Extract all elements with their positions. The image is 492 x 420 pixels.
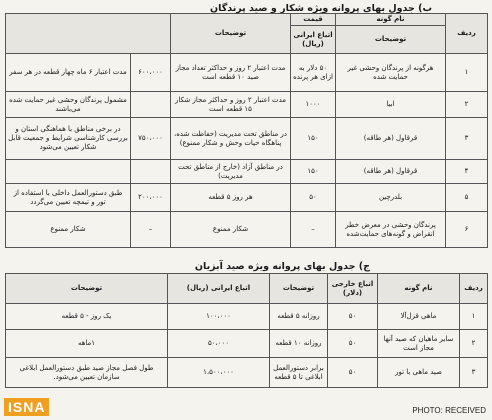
extra-note-cell: طبق دستورالعمل داخلی با استفاده از تور و تیمچه تعیین می‌گردد xyxy=(6,184,131,212)
foreign-cell: ۵۰ xyxy=(328,358,378,388)
notes-cell: مدت اعتبار ۲ روز و حداکثر تعداد مجاز صید ۱۰ قطعه است xyxy=(171,54,291,92)
extra-price-cell xyxy=(131,160,171,184)
extra-note-cell: شکار ممنوع xyxy=(6,212,131,248)
price-cell: ۱۵۰ xyxy=(291,160,336,184)
iranian-cell: ۱۰۰،۰۰۰ xyxy=(168,304,270,330)
species-cell: هرگونه از پرندگان وحشی غیر حمایت شده xyxy=(336,54,446,92)
extra-price-cell: ۷۵۰،۰۰۰ xyxy=(131,118,171,160)
table-row xyxy=(6,304,488,330)
table1-title: ب) جدول بهای پروانه ویژه شکار و صید پرندگان xyxy=(210,3,432,14)
notes1-cell: روزانه ۵ قطعه xyxy=(270,304,328,330)
row-no: ۲ xyxy=(460,330,488,358)
col-foreign: اتباع خارجی (دلار) xyxy=(328,274,378,304)
table2-title: ج) جدول بهای پروانه ویژه صید آبزیان xyxy=(194,261,370,272)
col-notes2: توضیحات xyxy=(6,274,168,304)
notes2-cell: ۱ماهه xyxy=(6,330,168,358)
extra-price-cell: ۲۰۰،۰۰۰ xyxy=(131,184,171,212)
extra-note-cell: مشمول پرندگان وحشی غیر حمایت شده می‌باشند xyxy=(6,92,131,118)
extra-note-cell: در برخی مناطق با هماهنگی استان و بررسی کارشناسی شرایط و جمعیت قابل شکار تعیین می‌شود xyxy=(6,118,131,160)
notes1-cell: روزانه ۱۰ قطعه xyxy=(270,330,328,358)
notes-cell: هر روز ۵ قطعه xyxy=(171,184,291,212)
col-iranian: اتباع ایرانی (ریال) xyxy=(168,274,270,304)
price-cell: ۱۵۰ xyxy=(291,118,336,160)
price-cell: ۵۰ دلار به ازای هر پرنده xyxy=(291,54,336,92)
price-cell: ۱۰۰۰ xyxy=(291,92,336,118)
row-no: ۳ xyxy=(460,358,488,388)
table-row xyxy=(6,358,488,388)
table-row xyxy=(6,212,488,248)
notes2-cell: طول فصل مجاز صید طبق دستورالعمل ابلاغی سازمان تعیین می‌شود. xyxy=(6,358,168,388)
col-notes: توضیحات xyxy=(171,14,291,54)
species-cell: بلدرچین xyxy=(336,184,446,212)
species-cell: سایر ماهیان که صید آنها مجاز است xyxy=(378,330,460,358)
price-cell: – xyxy=(291,212,336,248)
extra-note-cell xyxy=(6,160,131,184)
notes-cell: در مناطق تحت مدیریت (حفاظت شده، پناهگاه حیات وحش و شکار ممنوع) xyxy=(171,118,291,160)
notes1-cell: برابر دستورالعمل ابلاغی تا ۵ قطعه xyxy=(270,358,328,388)
iranian-cell: ۱،۵۰۰،۰۰۰ xyxy=(168,358,270,388)
col-iranian: اتباع ایرانی (ریال) xyxy=(291,26,336,54)
table-row xyxy=(6,330,488,358)
species-cell: قرقاول (هر طاقه) xyxy=(336,160,446,184)
birds-permit-table xyxy=(5,13,488,248)
col-species-notes: توضیحات xyxy=(336,26,446,54)
notes-cell: در مناطق آزاد (خارج از مناطق تحت مدیریت) xyxy=(171,160,291,184)
species-cell: صید ماهی با تور xyxy=(378,358,460,388)
extra-note-cell: مدت اعتبار ۶ ماه چهار قطعه در هر سفر xyxy=(6,54,131,92)
species-cell: ماهی قزل‌آلا xyxy=(378,304,460,330)
species-cell: پرندگان وحشی در معرض خطر انقراض و گونه‌های حمایت‌شده xyxy=(336,212,446,248)
row-no: ۳ xyxy=(446,118,488,160)
table-row xyxy=(6,184,488,212)
photo-credit: PHOTO: RECEIVED xyxy=(412,406,486,415)
col-price: قیمت xyxy=(291,14,336,26)
species-cell: ابیا xyxy=(336,92,446,118)
row-no: ۶ xyxy=(446,212,488,248)
species-cell: قرقاول (هر طاقه) xyxy=(336,118,446,160)
table-row xyxy=(6,118,488,160)
extra-price-cell: – xyxy=(131,212,171,248)
row-no: ۴ xyxy=(446,160,488,184)
row-no: ۲ xyxy=(446,92,488,118)
row-no: ۵ xyxy=(446,184,488,212)
foreign-cell: ۵۰ xyxy=(328,304,378,330)
table-row xyxy=(6,54,488,92)
col-species: نام گونه xyxy=(378,274,460,304)
col-notes1: توضیحات xyxy=(270,274,328,304)
col-species: نام گونه xyxy=(336,14,446,26)
table-row xyxy=(6,92,488,118)
col-empty xyxy=(6,14,171,54)
notes2-cell: یک روز - ۵ قطعه xyxy=(6,304,168,330)
notes-cell: مدت اعتبار ۲ روز و حداکثر مجاز شکار ۱۵ قطعه است xyxy=(171,92,291,118)
price-cell: ۵۰ xyxy=(291,184,336,212)
fish-permit-table xyxy=(5,273,488,388)
row-no: ۱ xyxy=(460,304,488,330)
iranian-cell: ۵۰،۰۰۰ xyxy=(168,330,270,358)
isna-logo: ISNA xyxy=(4,398,49,416)
extra-price-cell xyxy=(131,92,171,118)
col-row-no: ردیف xyxy=(460,274,488,304)
notes-cell: شکار ممنوع xyxy=(171,212,291,248)
foreign-cell: ۵۰ xyxy=(328,330,378,358)
table-row xyxy=(6,160,488,184)
extra-price-cell: ۶۰۰،۰۰۰ xyxy=(131,54,171,92)
row-no: ۱ xyxy=(446,54,488,92)
col-row-no: ردیف xyxy=(446,14,488,54)
